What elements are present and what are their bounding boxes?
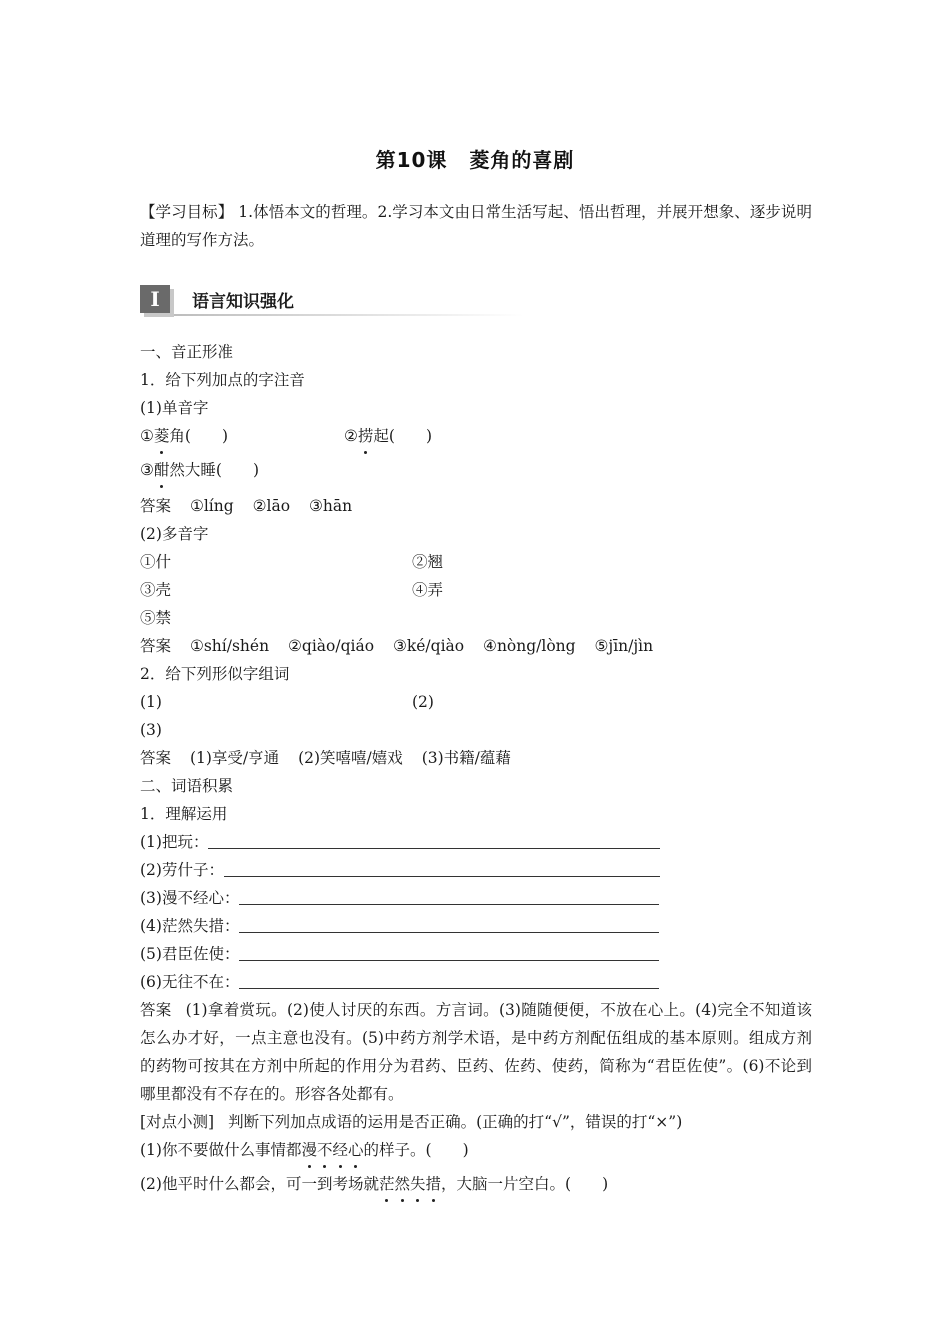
answer-item: (2)笑嘻嘻/嬉戏: [298, 749, 403, 767]
term-label: (2)劳什子：: [140, 861, 224, 879]
lesson-title: [0, 144, 950, 173]
single-char-heading: (1)单音字: [140, 399, 209, 417]
term-row: [140, 856, 812, 884]
answer-item: ②qiào/qiáo: [288, 637, 375, 655]
answer-blank[interactable]: [208, 830, 660, 849]
answer-blank[interactable]: [239, 942, 659, 961]
multi-answer: [140, 632, 812, 660]
test-instruction-row: [140, 1108, 812, 1136]
section-title: 语言知识强化: [192, 292, 294, 312]
answer-text: (1)拿着赏玩。(2)使人讨厌的东西。方言词。(3)随随便便，不放在心上。(4)完全不知道该怎么办才好，一点主意也没有。(5)中药方剂学术语，是中药方剂配伍组成的基本原则。组成方剂的药物可按其在方剂中所起的作用分为君药、臣药、佐药、使药，简称为“君臣佐使”。(6)不论到哪里都没有不存在的。形容各处都有。: [140, 1001, 812, 1103]
lesson-name: 菱角的喜剧: [469, 148, 575, 172]
goals-label: 【学习目标】: [140, 203, 234, 221]
test-text: ，大脑一片空白。( ): [441, 1175, 609, 1193]
learning-goals: [140, 198, 812, 254]
answer-blank[interactable]: [239, 914, 659, 933]
dotted-idiom: [301, 1141, 363, 1159]
dotted-char: 不: [317, 1136, 333, 1164]
answer-blank[interactable]: [239, 886, 659, 905]
form-item: (3): [140, 721, 162, 739]
lesson-number: 第10课: [375, 148, 448, 172]
multi-item: ①什: [140, 553, 172, 571]
multi-char-heading: (2)多音字: [140, 525, 209, 543]
term-label: (1)把玩：: [140, 833, 209, 851]
term-row: [140, 940, 812, 968]
part2-answer: [140, 996, 812, 1108]
test-text: (1)你不要做什么事情都: [140, 1141, 302, 1159]
multi-item: ④弄: [412, 581, 444, 599]
multi-item: ③壳: [140, 581, 172, 599]
part1-q2: 2．给下列形似字组词: [140, 665, 290, 683]
test-instruction: 判断下列加点成语的运用是否正确。(正确的打“√”，错误的打“×”): [228, 1113, 683, 1131]
form-item: (2): [412, 693, 434, 711]
single-answer: [140, 492, 812, 520]
form-row-2: [140, 716, 812, 744]
goals-text: 1.体悟本文的哲理。2.学习本文由日常生活写起、悟出哲理，并展开想象、逐步说明道理的写作方法。: [140, 203, 812, 249]
term-row: [140, 968, 812, 996]
answer-item: (1)享受/亨通: [189, 749, 280, 767]
answer-item: ⑤jīn/jìn: [594, 637, 654, 655]
answer-item: ②lāo: [252, 497, 291, 515]
multi-row-3: [140, 604, 812, 632]
single-item-2: ②捞起( ): [344, 422, 432, 450]
part1-heading: 一、音正形准: [140, 343, 234, 361]
answer-label: 答案: [140, 637, 172, 655]
answer-label: 答案: [140, 1001, 172, 1019]
dotted-char: 失: [410, 1170, 426, 1198]
dotted-char: 然: [394, 1170, 410, 1198]
term-row: [140, 884, 812, 912]
part2-heading: 二、词语积累: [140, 777, 234, 795]
multi-row-1: [140, 548, 812, 576]
term-label: (3)漫不经心：: [140, 889, 240, 907]
answer-item: ③hān: [308, 497, 353, 515]
dotted-idiom: [379, 1175, 441, 1193]
section-underline: [174, 314, 524, 316]
single-item-1: ①菱角( ): [140, 427, 228, 445]
answer-item: ③ké/qiào: [392, 637, 465, 655]
single-char-row-1: [140, 422, 812, 450]
dotted-char: 茫: [379, 1170, 395, 1198]
single-char-row-2: [140, 456, 812, 484]
single-item-3: ③酣然大睡( ): [140, 461, 259, 479]
term-row: [140, 828, 812, 856]
dotted-char: 措: [426, 1170, 442, 1198]
answer-item: (3)书籍/蕴藉: [421, 749, 511, 767]
part1-q1: 1．给下列加点的字注音: [140, 371, 305, 389]
answer-blank[interactable]: [224, 858, 660, 877]
term-label: (4)茫然失措：: [140, 917, 240, 935]
multi-item: ②翘: [412, 553, 444, 571]
answer-item: ④nòng/lòng: [483, 637, 576, 655]
test-text: 的样子。( ): [363, 1141, 469, 1159]
term-label: (6)无往不在：: [140, 973, 240, 991]
multi-item: ⑤禁: [140, 609, 172, 627]
answer-item: ①shí/shén: [189, 637, 270, 655]
form-row-1: [140, 688, 812, 716]
form-answer: [140, 744, 812, 772]
term-row: [140, 912, 812, 940]
dotted-char: 漫: [301, 1136, 317, 1164]
test-text: (2)他平时什么都会，可一到考场就: [140, 1175, 379, 1193]
answer-label: 答案: [140, 749, 172, 767]
answer-item: ①líng: [189, 497, 234, 515]
dotted-char: 心: [348, 1136, 364, 1164]
section-badge: I: [140, 285, 170, 313]
multi-row-2: [140, 576, 812, 604]
part2-q1: 1．理解运用: [140, 805, 228, 823]
answer-blank[interactable]: [239, 970, 659, 989]
form-item: (1): [140, 693, 162, 711]
test-item-1: [140, 1136, 812, 1164]
test-label: [对点小测]: [140, 1113, 215, 1131]
section-header: [140, 285, 520, 319]
answer-label: 答案: [140, 497, 172, 515]
term-label: (5)君臣佐使：: [140, 945, 240, 963]
test-item-2: [140, 1170, 812, 1198]
dotted-char: 经: [333, 1136, 349, 1164]
